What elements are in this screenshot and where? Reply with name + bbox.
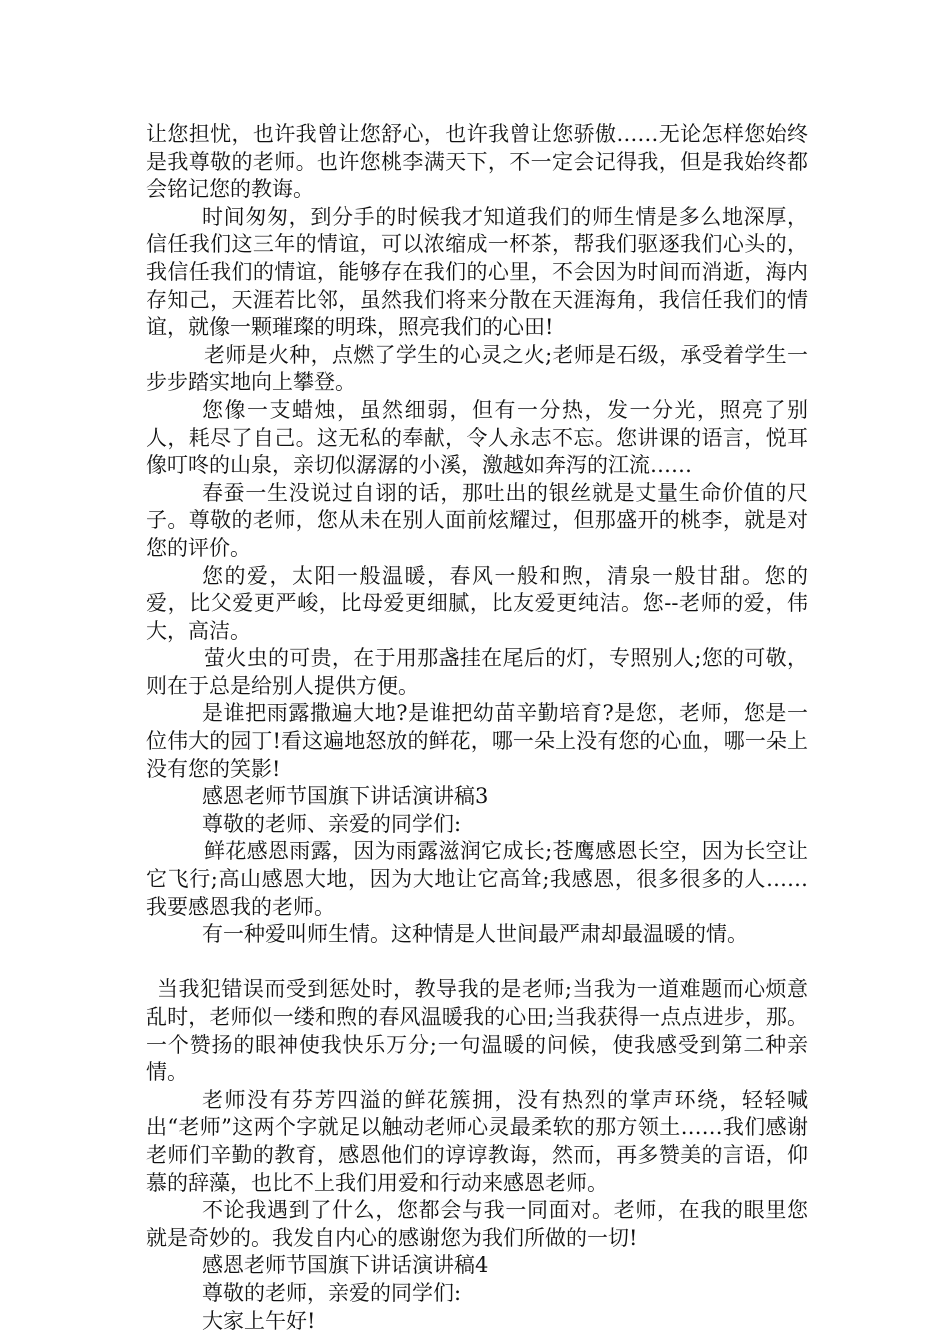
blank-line	[146, 949, 808, 977]
paragraph: 鲜花感恩雨露，因为雨露滋润它成长;苍鹰感恩长空，因为长空让它飞行;高山感恩大地，因为大地让它高耸;我感恩，很多很多的人…… 我要感恩我的老师。	[146, 839, 808, 919]
paragraph: 老师没有芬芳四溢的鲜花簇拥，没有热烈的掌声环绕，轻轻喊出“老师”这两个字就足以触动老师心灵最柔软的那方领土……我们感谢老师们辛勤的教育，感恩他们的谆谆教诲，然而，再多赞美的言语，仰慕的辞藻，也比不上我们用爱和行动来感恩老师。	[146, 1087, 808, 1195]
paragraph: 您的爱，太阳一般温暖，春风一般和煦，清泉一般甘甜。您的爱，比父爱更严峻，比母爱更细腻，比友爱更纯洁。您--老师的爱，伟大，高洁。	[146, 563, 808, 643]
salutation: 尊敬的老师、亲爱的同学们:	[202, 811, 462, 836]
paragraph: 是谁把雨露撒遍大地?是谁把幼苗辛勤培育?是您，老师，您是一位伟大的园丁!看这遍地怒放的鲜花，哪一朵上没有您的心血，哪一朵上没有您的笑影!	[146, 701, 808, 781]
salutation: 尊敬的老师，亲爱的同学们:	[202, 1280, 462, 1305]
paragraph: 让您担忧，也许我曾让您舒心，也许我曾让您骄傲……无论怎样您始终是我尊敬的老师。也许您桃李满天下，不一定会记得我，但是我始终都会铭记您的教诲。	[146, 122, 808, 202]
paragraph: 老师是火种，点燃了学生的心灵之火;老师是石级，承受着学生一步步踏实地向上攀登。	[146, 342, 808, 395]
paragraph: 您像一支蜡烛，虽然细弱，但有一分热，发一分光，照亮了别人，耗尽了自己。这无私的奉献，令人永志不忘。您讲课的语言，悦耳像叮咚的山泉，亲切似潺潺的小溪，激越如奔泻的江流……	[146, 397, 808, 478]
section-heading: 感恩老师节国旗下讲话演讲稿3	[202, 784, 489, 809]
document-body	[146, 121, 808, 1335]
section-heading: 感恩老师节国旗下讲话演讲稿4	[202, 1253, 489, 1278]
paragraph: 当我犯错误而受到惩处时，教导我的是老师;当我为一道难题而心烦意乱时，老师似一缕和煦的春风温暖我的心田;当我获得一点点进步，那。一个赞扬的眼神使我快乐万分;一句温暖的问候，使我感受到第二种亲情。	[146, 977, 808, 1085]
paragraph: 春蚕一生没说过自诩的话，那吐出的银丝就是丈量生命价值的尺子。尊敬的老师，您从未在别人面前炫耀过，但那盛开的桃李，就是对您的评价。	[146, 480, 808, 560]
paragraph: 时间匆匆，到分手的时候我才知道我们的师生情是多么地深厚，信任我们这三年的情谊，可以浓缩成一杯茶，帮我们驱逐我们心头的，我信任我们的情谊，能够存在我们的心里，不会因为时间而消逝，海内存知己，天涯若比邻，虽然我们将来分散在天涯海角，我信任我们的情谊，就像一颗璀璨的明珠，照亮我们的心田!	[146, 204, 808, 340]
paragraph: 萤火虫的可贵，在于用那盏挂在尾后的灯，专照别人;您的可敬，则在于总是给别人提供方便。	[146, 646, 808, 698]
greeting: 大家上午好!	[202, 1308, 316, 1333]
paragraph: 不论我遇到了什么，您都会与我一同面对。老师，在我的眼里您就是奇妙的。我发自内心的感谢您为我们所做的一切!	[146, 1198, 808, 1250]
paragraph: 有一种爱叫师生情。这种情是人世间最严肃却最温暖的情。	[202, 922, 748, 947]
